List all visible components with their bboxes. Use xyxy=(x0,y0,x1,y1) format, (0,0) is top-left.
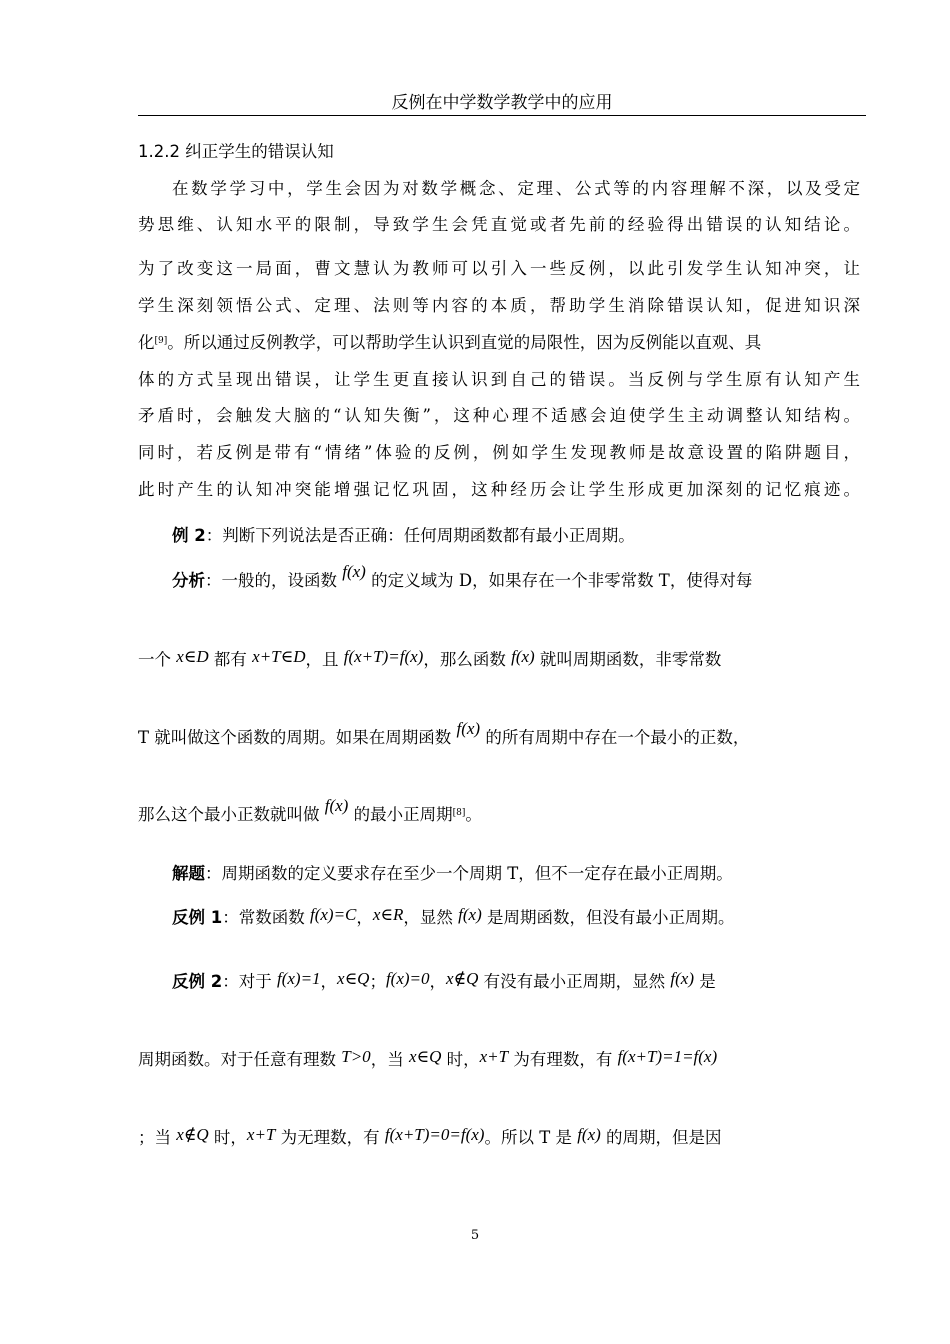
math-formula: f(x) xyxy=(511,647,535,666)
page-number: 5 xyxy=(470,1228,480,1243)
analysis-line xyxy=(172,562,860,593)
text-run: ， xyxy=(320,972,338,991)
math-formula: x∉Q xyxy=(446,969,479,988)
text-run: 。所以 T 是 xyxy=(484,1128,578,1147)
text-run: 有没有最小正周期，显然 xyxy=(478,972,671,991)
counterexample-line xyxy=(138,1048,860,1072)
text-run: 。所以通过反例教学，可以帮助学生认识到直觉的局限性，因为反例能以直观、具 xyxy=(167,333,762,352)
text-run: 化 xyxy=(138,333,155,352)
solution-line xyxy=(172,862,860,886)
analysis-line xyxy=(138,648,860,672)
header-rule xyxy=(138,115,866,116)
text-run: 的定义域为 D，如果存在一个非零常数 T，使得对每 xyxy=(365,571,753,590)
counterexample-label: 反例 1 xyxy=(172,908,223,927)
paragraph-line: 同时，若反例是带有“情绪”体验的反例，例如学生发现教师是故意设置的陷阱题目， xyxy=(138,443,860,462)
text-run: ：周期函数的定义要求存在至少一个周期 T，但不一定存在最小正周期。 xyxy=(205,864,733,883)
text-run: ， xyxy=(429,972,447,991)
math-formula: x+T xyxy=(246,1125,276,1144)
analysis-line xyxy=(138,719,860,750)
math-formula: f(x) xyxy=(670,969,695,988)
text-run: 的周期，但是因 xyxy=(600,1128,722,1147)
text-run: ：对于 xyxy=(222,972,277,991)
counterexample-label: 反例 2 xyxy=(172,972,223,991)
text-run: 就叫周期函数，非零常数 xyxy=(534,650,722,669)
text-run: ：判断下列说法是否正确：任何周期函数都有最小正周期。 xyxy=(205,526,635,545)
text-run: 时， xyxy=(441,1050,480,1069)
analysis-line xyxy=(138,796,860,827)
math-formula: f(x) xyxy=(456,719,481,738)
citation: [9] xyxy=(154,336,168,346)
math-formula: f(x+T)=1=f(x) xyxy=(617,1047,718,1066)
example-label: 例 2 xyxy=(172,526,206,545)
text-run: 都有 xyxy=(208,650,253,669)
paragraph-line xyxy=(138,331,860,355)
text-run: 是 xyxy=(694,972,716,991)
text-run: 为无理数，有 xyxy=(275,1128,385,1147)
counterexample-line xyxy=(172,906,860,930)
math-formula: f(x)=C xyxy=(309,905,357,924)
text-run: 时， xyxy=(208,1128,247,1147)
math-formula: x∈Q xyxy=(408,1047,442,1066)
paragraph-line: 在数学学习中，学生会因为对数学概念、定理、公式等的内容理解不深，以及受定 xyxy=(172,179,860,198)
analysis-label: 分析 xyxy=(172,571,205,590)
text-run: 一个 xyxy=(138,650,177,669)
text-run: 那么这个最小正数就叫做 xyxy=(138,805,325,824)
text-run: 的所有周期中存在一个最小的正数， xyxy=(480,728,750,747)
text-run: ：一般的，设函数 xyxy=(205,571,343,590)
text-run: ，且 xyxy=(305,650,344,669)
math-formula: f(x) xyxy=(324,796,349,815)
running-header: 反例在中学数学教学中的应用 xyxy=(391,93,613,113)
paragraph-line: 矛盾时，会触发大脑的“认知失衡”，这种心理不适感会迫使学生主动调整认知结构。 xyxy=(138,406,860,425)
math-formula: f(x) xyxy=(458,905,482,924)
solution-label: 解题 xyxy=(172,864,205,883)
text-run: ，显然 xyxy=(403,908,459,927)
text-run: ：常数函数 xyxy=(222,908,310,927)
math-formula: f(x) xyxy=(577,1125,601,1144)
text-run: ；当 xyxy=(138,1128,177,1147)
text-run: 。 xyxy=(465,805,482,824)
text-run: 为有理数，有 xyxy=(508,1050,618,1069)
counterexample-line xyxy=(138,1126,860,1150)
text-run: ，当 xyxy=(370,1050,409,1069)
text-run: 的最小正周期 xyxy=(348,805,453,824)
math-formula: x∈Q xyxy=(337,969,370,988)
text-run: ， xyxy=(356,908,373,927)
text-run: T 就叫做这个函数的周期。如果在周期函数 xyxy=(138,728,457,747)
math-formula: f(x+T)=f(x) xyxy=(343,647,424,666)
math-formula: f(x) xyxy=(342,562,366,581)
math-formula: x+T xyxy=(479,1047,509,1066)
math-formula: f(x)=0 xyxy=(385,969,430,988)
text-run: ，那么函数 xyxy=(423,650,512,669)
math-formula: x∈R xyxy=(372,905,404,924)
citation: [8] xyxy=(452,808,466,818)
text-run: 是周期函数，但没有最小正周期。 xyxy=(481,908,735,927)
paragraph-line: 学生深刻领悟公式、定理、法则等内容的本质，帮助学生消除错误认知，促进知识深 xyxy=(138,296,860,315)
math-formula: f(x+T)=0=f(x) xyxy=(384,1125,485,1144)
math-formula: T>0 xyxy=(341,1047,371,1066)
paragraph-line: 为了改变这一局面，曹文慧认为教师可以引入一些反例，以此引发学生认知冲突，让 xyxy=(138,259,860,278)
text-run: ； xyxy=(369,972,386,991)
section-heading: 1.2.2 纠正学生的错误认知 xyxy=(138,142,334,161)
example-line xyxy=(172,524,860,548)
math-formula: x+T∈D xyxy=(252,647,306,666)
paragraph-line: 势思维、认知水平的限制，导致学生会凭直觉或者先前的经验得出错误的认知结论。 xyxy=(138,215,860,234)
text-run: 周期函数。对于任意有理数 xyxy=(138,1050,342,1069)
counterexample-line xyxy=(172,970,860,994)
paragraph-line: 此时产生的认知冲突能增强记忆巩固，这种经历会让学生形成更加深刻的记忆痕迹。 xyxy=(138,480,860,499)
paragraph-line: 体的方式呈现出错误，让学生更直接认识到自己的错误。当反例与学生原有认知产生 xyxy=(138,370,860,389)
math-formula: x∈D xyxy=(176,647,209,666)
math-formula: x∉Q xyxy=(176,1125,209,1144)
math-formula: f(x)=1 xyxy=(276,969,321,988)
